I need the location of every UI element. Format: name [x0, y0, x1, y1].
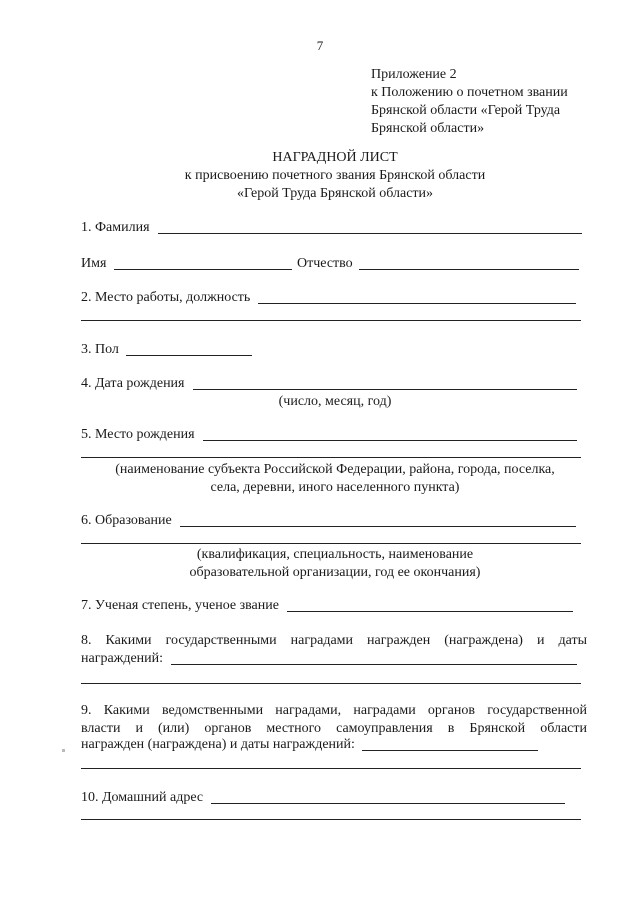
name-input-line[interactable]: [114, 269, 292, 270]
home-address-label: 10. Домашний адрес: [81, 790, 204, 805]
document-subtitle-1: к присвоению почетного звания Брянской области: [184, 168, 486, 183]
birth-place-hint-2: села, деревни, иного населенного пункта): [210, 480, 460, 495]
state-awards-input-line-2[interactable]: [81, 683, 581, 684]
birth-place-input-line-2[interactable]: [81, 457, 581, 458]
patronymic-label: Отчество: [297, 256, 353, 271]
education-label: 6. Образование: [81, 513, 172, 528]
dept-awards-label: награжден (награждена) и даты награждений:: [81, 737, 355, 752]
workplace-field[interactable]: [81, 290, 576, 306]
birth-place-field[interactable]: [81, 427, 577, 443]
degree-label: 7. Ученая степень, ученое звание: [81, 598, 279, 613]
document-title: НАГРАДНОЙ ЛИСТ: [272, 150, 398, 165]
scan-artifact-dot: [62, 749, 65, 752]
sex-label: 3. Пол: [81, 342, 119, 357]
birth-place-label: 5. Место рождения: [81, 427, 195, 442]
home-address-input-line[interactable]: [211, 803, 565, 804]
birth-place-hint-1: (наименование субъекта Российской Федерации, района, города, поселка,: [115, 462, 555, 477]
workplace-input-line-2[interactable]: [81, 320, 581, 321]
workplace-label: 2. Место работы, должность: [81, 290, 251, 305]
birth-date-field[interactable]: [81, 376, 577, 392]
education-input-line-2[interactable]: [81, 543, 581, 544]
workplace-input-line[interactable]: [258, 303, 576, 304]
birth-place-input-line[interactable]: [203, 440, 577, 441]
name-label: Имя: [81, 256, 107, 271]
appendix-line-1: Приложение 2: [371, 67, 457, 82]
education-hint-2: образовательной организации, год ее окончания): [189, 565, 481, 580]
surname-field[interactable]: [81, 220, 582, 236]
dept-awards-field[interactable]: [81, 737, 538, 753]
state-awards-input-line[interactable]: [171, 664, 577, 665]
sex-input-line[interactable]: [126, 355, 252, 356]
birth-date-input-line[interactable]: [193, 389, 577, 390]
patronymic-field[interactable]: [297, 256, 579, 272]
sex-field[interactable]: [81, 342, 252, 358]
appendix-line-3: Брянской области «Герой Труда: [371, 103, 561, 118]
degree-input-line[interactable]: [287, 611, 573, 612]
state-awards-question-line-1: 8. Какими государственными наградами награжден (награждена) и даты: [81, 633, 587, 648]
birth-date-hint: (число, месяц, год): [278, 394, 392, 409]
degree-field[interactable]: [81, 598, 573, 614]
home-address-input-line-2[interactable]: [81, 819, 581, 820]
patronymic-input-line[interactable]: [359, 269, 579, 270]
dept-awards-input-line-2[interactable]: [81, 768, 581, 769]
appendix-block: [371, 66, 568, 138]
dept-awards-input-line[interactable]: [362, 750, 538, 751]
name-field[interactable]: [81, 256, 292, 272]
dept-awards-question-line-2: власти и (или) органов местного самоуправления в Брянской области: [81, 721, 587, 736]
appendix-line-2: к Положению о почетном звании: [371, 85, 568, 100]
dept-awards-question-line-1: 9. Какими ведомственными наградами, наградами органов государственной: [81, 703, 587, 718]
home-address-field[interactable]: [81, 790, 565, 806]
page-number: 7: [316, 38, 324, 53]
surname-input-line[interactable]: [158, 233, 582, 234]
surname-label: 1. Фамилия: [81, 220, 150, 235]
appendix-line-4: Брянской области»: [371, 121, 485, 136]
education-hint-1: (квалификация, специальность, наименование: [196, 547, 474, 562]
education-input-line[interactable]: [180, 526, 576, 527]
education-field[interactable]: [81, 513, 576, 529]
state-awards-field[interactable]: [81, 651, 577, 667]
birth-date-label: 4. Дата рождения: [81, 376, 185, 391]
state-awards-label: награждений:: [81, 651, 164, 666]
document-subtitle-2: «Герой Труда Брянской области»: [236, 186, 434, 201]
